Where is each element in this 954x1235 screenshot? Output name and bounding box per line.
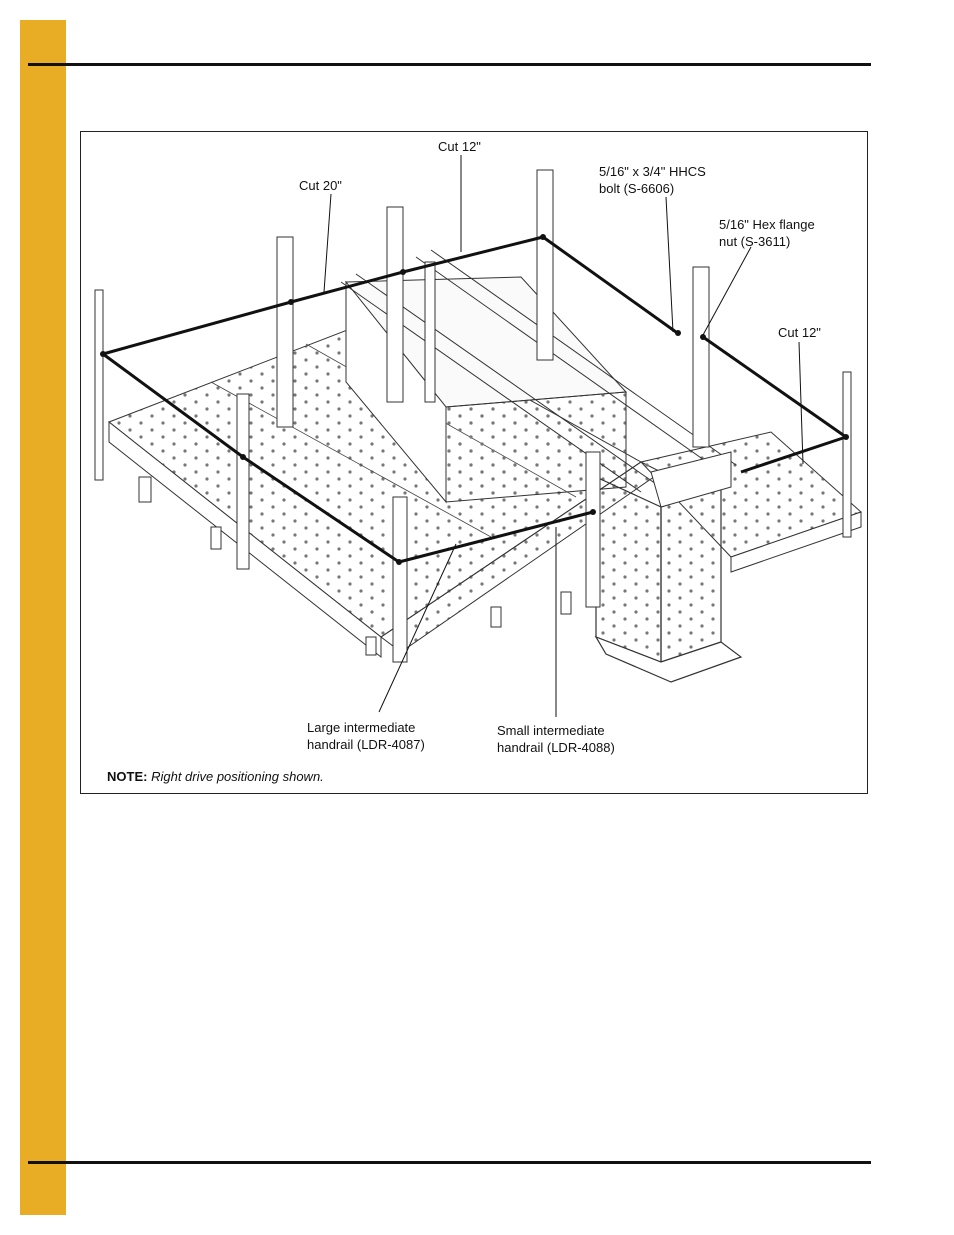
callout-cut-12-right: Cut 12"	[778, 325, 821, 340]
callout-hex-nut-line2: nut (S-3611)	[719, 234, 791, 249]
figure-note	[107, 769, 324, 784]
header-rule	[28, 63, 871, 66]
callout-cut-20: Cut 20"	[299, 178, 342, 193]
chapter-side-tab	[20, 20, 66, 1215]
callout-cut-12-top: Cut 12"	[438, 139, 481, 154]
callout-large-handrail-line2: handrail (LDR-4087)	[307, 737, 425, 752]
callout-large-handrail-line1: Large intermediate	[307, 720, 416, 735]
callout-small-handrail	[497, 722, 615, 756]
callout-hhcs-bolt-line1: 5/16" x 3/4" HHCS	[599, 164, 706, 179]
callout-small-handrail-line1: Small intermediate	[497, 723, 605, 738]
callout-hex-nut	[719, 216, 815, 250]
callout-large-handrail	[307, 719, 425, 753]
footer-rule	[28, 1161, 871, 1164]
callout-hex-nut-line1: 5/16" Hex flange	[719, 217, 815, 232]
note-label: NOTE:	[107, 769, 148, 784]
handrail-figure	[80, 131, 868, 794]
drive-chute	[596, 452, 741, 682]
callout-hhcs-bolt-line2: bolt (S-6606)	[599, 181, 675, 196]
callout-small-handrail-line2: handrail (LDR-4088)	[497, 740, 615, 755]
note-text: Right drive positioning shown.	[151, 769, 324, 784]
callout-hhcs-bolt	[599, 163, 706, 197]
